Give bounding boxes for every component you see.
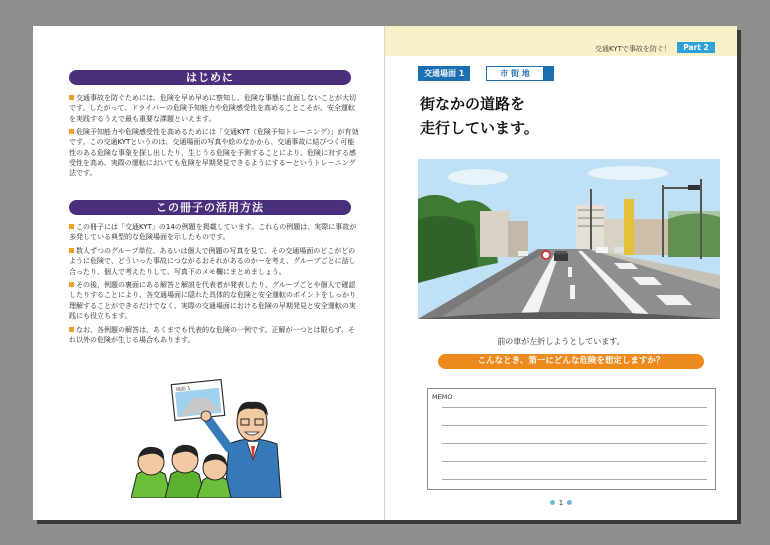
usage-paragraph-4: なお、各例題の解答は、あくまでも代表的な危険の一例です。正解が一つとは限らず、それ以外の危険が生じる場合もあります。 xyxy=(69,326,355,345)
board-label: 場面 1 xyxy=(175,385,191,394)
scene-headline: 街なかの道路を 走行しています。 xyxy=(420,95,539,137)
header-title: 交通KYTで事故を防ぐ！ xyxy=(595,45,671,53)
memo-box[interactable] xyxy=(427,388,716,490)
booklet-spread xyxy=(33,26,737,520)
scene-caption: 前の車が左折しようとしています。 xyxy=(497,337,625,346)
dot-icon xyxy=(567,500,572,505)
question-banner: こんなとき、第一にどんな危険を想定しますか？ xyxy=(438,354,704,369)
bullet-square-icon xyxy=(69,129,74,134)
bullet-square-icon xyxy=(69,248,74,253)
memo-line xyxy=(442,461,707,462)
memo-line xyxy=(442,443,707,444)
instructor-illustration xyxy=(131,376,291,498)
scene-label: 交通場面 1 xyxy=(418,66,470,81)
usage-paragraph-2: 数人ずつのグループ単位、あるいは個人で例題の写真を見て、その交通場面のどこがどのように危険で、どういった事故につながるおそれがあるのかーを考え、グループごとに話し合ったり、個人で考えたりして、写真下のメモ欄にまとめましょう。 xyxy=(69,247,356,276)
scene-label-end xyxy=(544,66,554,81)
street-scene-photo xyxy=(418,159,720,319)
bullet-square-icon xyxy=(69,224,74,229)
memo-line xyxy=(442,425,707,426)
intro-paragraph-2: 危険予知能力や危険感受性を高めるためには「交通KYT（危険予知トレーニング）」が有効です。この交通KYTというのは、交通場面の写真や絵のなかから、交通事故に結びつく可能性のある危険な事象を探し出したり、生じうる危険を予測することにより、危険に対する感受性を高め、実際の運転においても危険を早期発見できるようにするーというトレーニング法です。 xyxy=(69,128,359,178)
dot-icon xyxy=(550,500,555,505)
heading-how-to-use: この冊子の活用方法 xyxy=(69,200,351,215)
bullet-square-icon xyxy=(69,327,74,332)
left-page xyxy=(33,26,385,520)
usage-paragraph-3: その後、例題の裏面にある解答と解説を代表者が発表したり、グループごとや個人で確認したりすることにより、各交通場面に隠れた具体的な危険と安全運転のポイントをしっかり理解することができるだけでなく、実際の交通場面における危険の早期発見と安全運転の実践にも役立ちます。 xyxy=(69,281,356,320)
memo-line xyxy=(442,407,707,408)
part-badge: Part 2 xyxy=(677,42,715,53)
page-number: 1 xyxy=(385,499,737,507)
memo-label: MEMO xyxy=(432,393,453,401)
heading-introduction: はじめに xyxy=(69,70,351,85)
intro-paragraph-1: 交通事故を防ぐためには、危険を早め早めに察知し、危険な事態に直面しないことが大切です。したがって、ドライバーの危険予知能力や危険感受性を高めることこそが、安全運転を実践するうえで最も重要な課題といえます。 xyxy=(69,94,356,123)
memo-line xyxy=(442,479,707,480)
bullet-square-icon xyxy=(69,95,74,100)
scene-name: 市 街 地 xyxy=(486,66,544,81)
usage-paragraph-1: この冊子には「交通KYT」の14の例題を掲載しています。これらの例題は、実際に事故が多発している典型的な危険場面を示したものです。 xyxy=(69,223,357,242)
right-page xyxy=(385,26,737,520)
bullet-square-icon xyxy=(69,282,74,287)
